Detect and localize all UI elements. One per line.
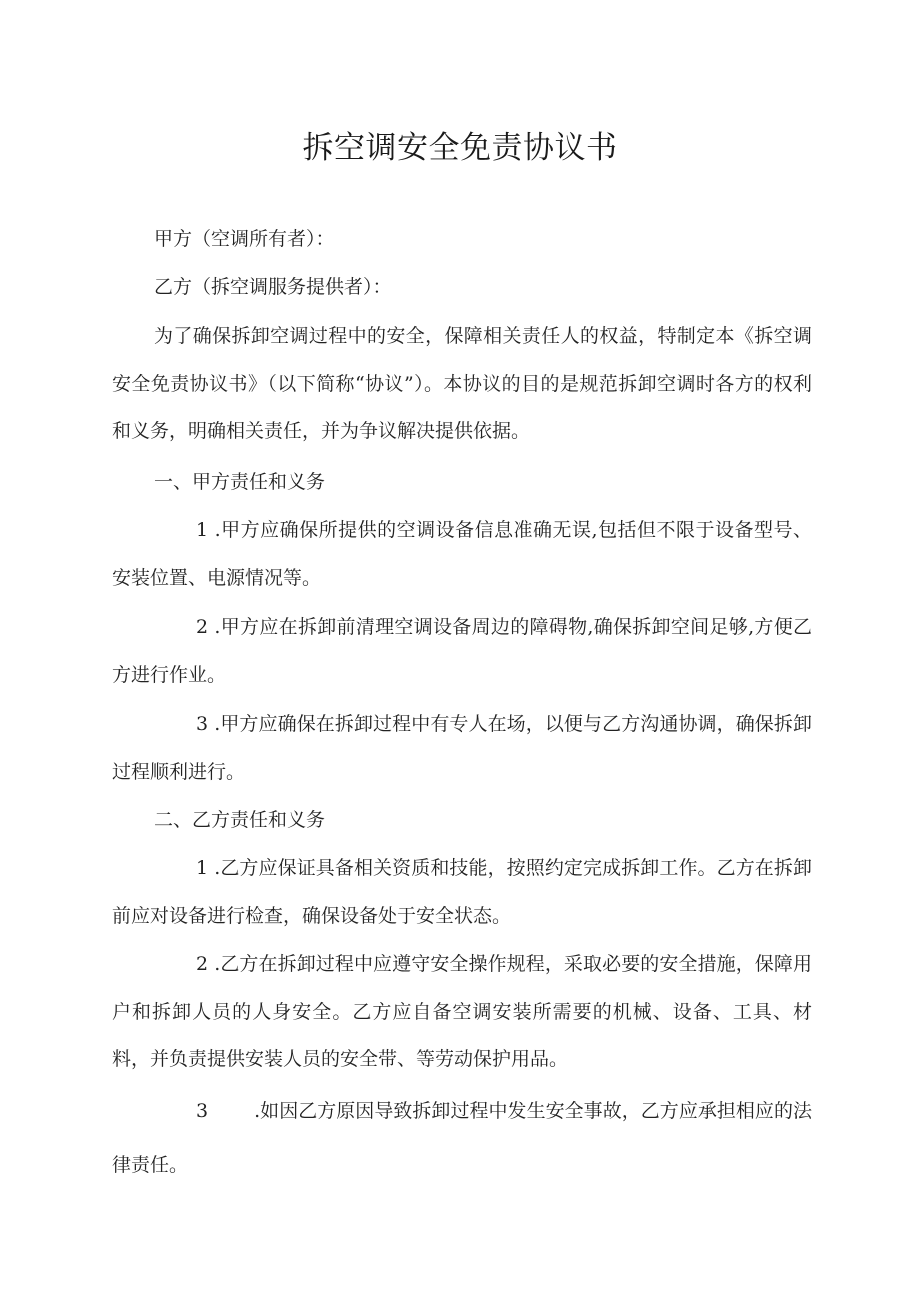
item-number: 2 [196,953,209,975]
item-text: .甲方应确保所提供的空调设备信息准确无误,包括但不限于设备型号、安装位置、电源情况等。 [112,519,812,589]
item-text: .甲方应在拆卸前清理空调设备周边的障碍物,确保拆卸空间足够,方便乙方进行作业。 [112,616,812,686]
section-1-item-3 [112,701,812,796]
party-a-line: 甲方（空调所有者）： [154,228,335,250]
section-2-item-2 [112,941,812,1084]
preamble-paragraph: 为了确保拆卸空调过程中的安全，保障相关责任人的权益，特制定本《拆空调安全免责协议书》（以下简称“协议”）。本协议的目的是规范拆卸空调时各方的权利和义务，明确相关责任，并为争议解决提供依据。 [112,325,812,442]
document-title: 拆空调安全免责协议书 [302,130,618,166]
item-text: .乙方在拆卸过程中应遵守安全操作规程，采取必要的安全措施，保障用户和拆卸人员的人身安全。乙方应自备空调安装所需要的机械、设备、工具、材料，并负责提供安装人员的安全带、等劳动保护用品。 [112,953,812,1070]
section-1-item-2 [112,604,812,699]
item-number: 1 [196,519,209,541]
section-2-item-3 [112,1084,812,1192]
section-2-item-1 [112,845,812,940]
item-text: .甲方应确保在拆卸过程中有专人在场，以便与乙方沟通协调，确保拆卸过程顺利进行。 [112,713,812,783]
item-number: 2 [196,616,209,638]
item-text: .乙方应保证具备相关资质和技能，按照约定完成拆卸工作。乙方在拆卸前应对设备进行检查，确保设备处于安全状态。 [112,857,812,927]
section-2-heading: 二、乙方责任和义务 [154,809,326,831]
item-number: 3 [196,713,209,735]
item-text: .如因乙方原因导致拆卸过程中发生安全事故，乙方应承担相应的法律责任。 [112,1100,812,1176]
party-b-line: 乙方（拆空调服务提供者）： [154,276,392,298]
section-1-item-1 [112,507,812,602]
section-1-heading: 一、甲方责任和义务 [154,471,326,493]
item-number: 1 [196,857,209,879]
item-number: 3 [196,1100,209,1122]
